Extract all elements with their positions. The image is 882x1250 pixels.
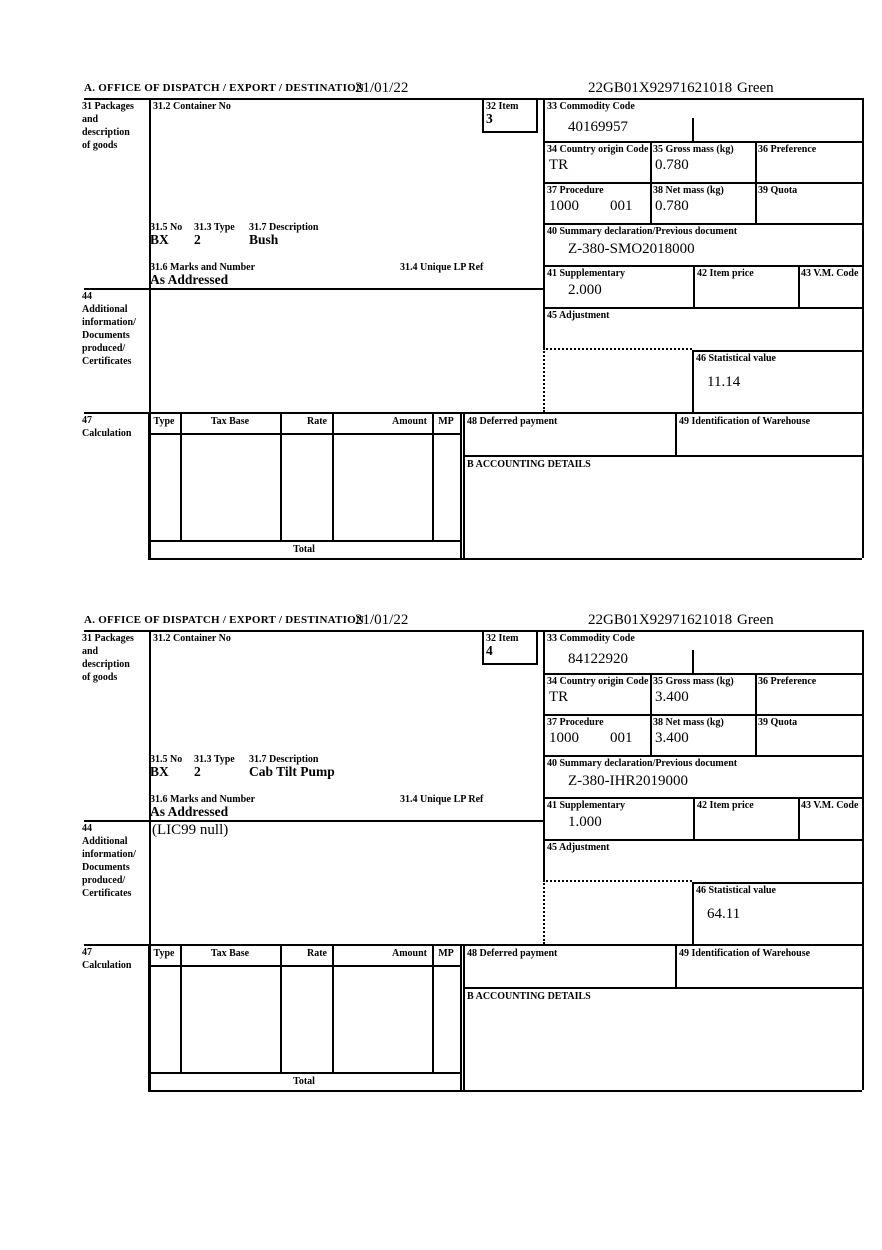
supplementary-units-value: 1.000 — [568, 814, 602, 830]
procedure-suffix-value: 001 — [610, 198, 633, 214]
box31-label-line2: and — [82, 114, 99, 125]
commodity-code-value: 40169957 — [568, 119, 628, 135]
declaration-item-4-section — [78, 612, 868, 1112]
box47-top-divider — [84, 944, 862, 946]
calc-tax-base-header: Tax Base — [210, 948, 250, 959]
box43-vm-code-label: 43 V.M. Code — [801, 800, 859, 811]
box40-bottom-border — [543, 797, 862, 799]
declaration-date: 21/01/22 — [355, 612, 409, 628]
calc-body-bottom-border — [148, 1072, 460, 1074]
box44-label-line5: produced/ — [82, 875, 126, 886]
accounting-top-border — [463, 455, 862, 457]
box43-vm-code-label: 43 V.M. Code — [801, 268, 859, 279]
box31-5-no-label: 31.5 No — [150, 754, 183, 765]
supplementary-units-value: 2.000 — [568, 282, 602, 298]
rate-amount-divider — [332, 944, 334, 1072]
form-right-border — [862, 630, 864, 1090]
item-number-value: 4 — [486, 643, 493, 658]
box31-label-line3: description — [82, 659, 130, 670]
declaration-item-3-section — [78, 80, 868, 580]
box31-7-description-label: 31.7 Description — [249, 754, 319, 765]
box31-2-container-label: 31.2 Container No — [153, 633, 231, 644]
box38-net-mass-label: 38 Net mass (kg) — [653, 185, 724, 196]
gross-mass-value: 3.400 — [655, 689, 689, 705]
calc-table-right-border — [460, 412, 462, 558]
form-bottom-border — [148, 1090, 862, 1092]
box46-statistical-value-label: 46 Statistical value — [696, 353, 776, 364]
box48-deferred-payment-label: 48 Deferred payment — [467, 948, 558, 959]
calc-rate-header: Rate — [307, 416, 327, 427]
box35-box36-divider — [755, 673, 757, 755]
taxbase-rate-divider — [280, 944, 282, 1072]
dotted-vertical-divider — [543, 348, 545, 412]
type-taxbase-divider — [180, 412, 182, 540]
marks-and-number-value: As Addressed — [150, 272, 229, 287]
box31-4-unique-lp-label: 31.4 Unique LP Ref — [400, 794, 484, 805]
previous-document-value: Z-380-SMO2018000 — [568, 241, 695, 257]
box31-2-container-label: 31.2 Container No — [153, 101, 231, 112]
box35-gross-mass-label: 35 Gross mass (kg) — [653, 676, 734, 687]
rate-amount-divider — [332, 412, 334, 540]
box44-label-line2: Additional — [82, 836, 128, 847]
form-top-border — [84, 98, 862, 100]
calc-body-bottom-border — [148, 540, 460, 542]
calc-total-label: Total — [293, 1076, 315, 1087]
box39-quota-label: 39 Quota — [758, 717, 798, 728]
box45-adjustment-label: 45 Adjustment — [547, 842, 610, 853]
box37-row-bottom-border — [543, 223, 862, 225]
package-count-value: BX — [150, 764, 169, 779]
amount-mp-divider — [432, 944, 434, 1072]
box34-box35-divider — [650, 673, 652, 755]
box45-dotted-bottom-border — [543, 348, 692, 350]
box47-top-divider — [84, 412, 862, 414]
declaration-date: 21/01/22 — [355, 80, 409, 96]
calc-header-bottom-border — [148, 433, 460, 435]
package-type-value: 2 — [194, 764, 201, 779]
box31-label-line1: 31 Packages — [82, 101, 134, 112]
dotted-vertical-divider — [543, 880, 545, 944]
routing-status: Green — [737, 80, 774, 96]
office-of-dispatch-label: A. OFFICE OF DISPATCH / EXPORT / DESTINATION — [84, 614, 365, 626]
box46-top-border — [692, 882, 862, 884]
box48-box49-divider — [675, 412, 677, 455]
box31-6-marks-label: 31.6 Marks and Number — [150, 262, 256, 273]
box34-country-origin-label: 34 Country origin Code — [547, 144, 649, 155]
box40-summary-declaration-label: 40 Summary declaration/Previous document — [547, 758, 738, 769]
box36-preference-label: 36 Preference — [758, 144, 817, 155]
goods-description-value: Cab Tilt Pump — [249, 764, 335, 779]
box48-deferred-payment-label: 48 Deferred payment — [467, 416, 558, 427]
box33-bottom-border — [543, 141, 862, 143]
box41-row-bottom-border — [543, 839, 862, 841]
box34-row-bottom-border — [543, 182, 862, 184]
previous-document-value: Z-380-IHR2019000 — [568, 773, 688, 789]
calc-mp-header: MP — [438, 416, 454, 427]
box47-label-line2: Calculation — [82, 960, 132, 971]
country-origin-value: TR — [549, 689, 569, 705]
box46-statistical-value-label: 46 Statistical value — [696, 885, 776, 896]
box31-4-unique-lp-label: 31.4 Unique LP Ref — [400, 262, 484, 273]
box42-box43-divider — [798, 265, 800, 307]
commodity-code-separator — [692, 118, 694, 141]
form-bottom-border — [148, 558, 862, 560]
box47-label-line1: 47 — [82, 947, 92, 958]
box41-supplementary-label: 41 Supplementary — [547, 268, 626, 279]
box44-label-line5: produced/ — [82, 343, 126, 354]
calc-amount-header: Amount — [391, 416, 427, 427]
box45-adjustment-label: 45 Adjustment — [547, 310, 610, 321]
box42-item-price-label: 42 Item price — [697, 800, 754, 811]
box32-item-label: 32 Item — [486, 101, 519, 112]
box31-3-type-label: 31.3 Type — [194, 222, 235, 233]
box40-bottom-border — [543, 265, 862, 267]
box40-summary-declaration-label: 40 Summary declaration/Previous document — [547, 226, 738, 237]
declaration-reference: 22GB01X92971621018 — [588, 612, 733, 628]
box39-quota-label: 39 Quota — [758, 185, 798, 196]
marks-and-number-value: As Addressed — [150, 804, 229, 819]
procedure-suffix-value: 001 — [610, 730, 633, 746]
box42-box43-divider — [798, 797, 800, 839]
accounting-top-border — [463, 987, 862, 989]
package-type-value: 2 — [194, 232, 201, 247]
box33-commodity-code-label: 33 Commodity Code — [547, 101, 635, 112]
accounting-details-label: B ACCOUNTING DETAILS — [467, 991, 591, 1002]
box31-7-description-label: 31.7 Description — [249, 222, 319, 233]
office-of-dispatch-label: A. OFFICE OF DISPATCH / EXPORT / DESTINATION — [84, 82, 365, 94]
box45-dotted-bottom-border — [543, 880, 692, 882]
taxbase-rate-divider — [280, 412, 282, 540]
calc-total-label: Total — [293, 544, 315, 555]
box35-box36-divider — [755, 141, 757, 223]
box31-6-marks-label: 31.6 Marks and Number — [150, 794, 256, 805]
statistical-value: 11.14 — [707, 374, 741, 390]
box49-warehouse-label: 49 Identification of Warehouse — [679, 416, 811, 427]
box47-label-line1: 47 — [82, 415, 92, 426]
type-taxbase-divider — [180, 944, 182, 1072]
box44-top-divider — [84, 288, 543, 290]
box31-label-line4: of goods — [82, 672, 118, 683]
statistical-value: 64.11 — [707, 906, 741, 922]
box32-item-label: 32 Item — [486, 633, 519, 644]
box48-left-border — [463, 944, 465, 1090]
calc-tax-base-header: Tax Base — [210, 416, 250, 427]
calc-type-header: Type — [153, 948, 175, 959]
calc-header-bottom-border — [148, 965, 460, 967]
box44-label-line3: information/ — [82, 849, 136, 860]
box46-left-border — [692, 350, 694, 412]
box44-label-line6: Certificates — [82, 888, 132, 899]
net-mass-value: 0.780 — [655, 198, 689, 214]
box47-label-line2: Calculation — [82, 428, 132, 439]
calc-mp-header: MP — [438, 948, 454, 959]
box44-label-line2: Additional — [82, 304, 128, 315]
box44-label-line4: Documents — [82, 330, 130, 341]
box44-label-line1: 44 — [82, 291, 92, 302]
box48-box49-divider — [675, 944, 677, 987]
package-count-value: BX — [150, 232, 169, 247]
procedure-value: 1000 — [549, 198, 579, 214]
amount-mp-divider — [432, 412, 434, 540]
box38-net-mass-label: 38 Net mass (kg) — [653, 717, 724, 728]
box46-left-border — [692, 882, 694, 944]
calc-amount-header: Amount — [391, 948, 427, 959]
box31-3-type-label: 31.3 Type — [194, 754, 235, 765]
box41-box42-divider — [693, 797, 695, 839]
accounting-details-label: B ACCOUNTING DETAILS — [467, 459, 591, 470]
box49-warehouse-label: 49 Identification of Warehouse — [679, 948, 811, 959]
box44-label-line3: information/ — [82, 317, 136, 328]
box31-label-line3: description — [82, 127, 130, 138]
calc-type-header: Type — [153, 416, 175, 427]
box46-top-border — [692, 350, 862, 352]
box44-label-line1: 44 — [82, 823, 92, 834]
box31-label-line2: and — [82, 646, 99, 657]
routing-status: Green — [737, 612, 774, 628]
box41-box42-divider — [693, 265, 695, 307]
box44-label-line4: Documents — [82, 862, 130, 873]
procedure-value: 1000 — [549, 730, 579, 746]
box37-procedure-label: 37 Procedure — [547, 185, 604, 196]
box31-label-line4: of goods — [82, 140, 118, 151]
box33-bottom-border — [543, 673, 862, 675]
form-top-border — [84, 630, 862, 632]
box31-5-no-label: 31.5 No — [150, 222, 183, 233]
box48-left-border — [463, 412, 465, 558]
box34-country-origin-label: 34 Country origin Code — [547, 676, 649, 687]
commodity-code-separator — [692, 650, 694, 673]
box37-procedure-label: 37 Procedure — [547, 717, 604, 728]
box34-box35-divider — [650, 141, 652, 223]
net-mass-value: 3.400 — [655, 730, 689, 746]
item-number-value: 3 — [486, 111, 493, 126]
country-origin-value: TR — [549, 157, 569, 173]
form-right-border — [862, 98, 864, 558]
gross-mass-value: 0.780 — [655, 157, 689, 173]
additional-information-value: (LIC99 null) — [152, 822, 229, 838]
calc-table-right-border — [460, 944, 462, 1090]
box31-label-line1: 31 Packages — [82, 633, 134, 644]
box36-preference-label: 36 Preference — [758, 676, 817, 687]
declaration-reference: 22GB01X92971621018 — [588, 80, 733, 96]
goods-description-value: Bush — [249, 232, 279, 247]
box42-item-price-label: 42 Item price — [697, 268, 754, 279]
commodity-code-value: 84122920 — [568, 651, 628, 667]
box44-label-line6: Certificates — [82, 356, 132, 367]
box35-gross-mass-label: 35 Gross mass (kg) — [653, 144, 734, 155]
box41-row-bottom-border — [543, 307, 862, 309]
box41-supplementary-label: 41 Supplementary — [547, 800, 626, 811]
calc-rate-header: Rate — [307, 948, 327, 959]
box37-row-bottom-border — [543, 755, 862, 757]
box33-commodity-code-label: 33 Commodity Code — [547, 633, 635, 644]
box34-row-bottom-border — [543, 714, 862, 716]
